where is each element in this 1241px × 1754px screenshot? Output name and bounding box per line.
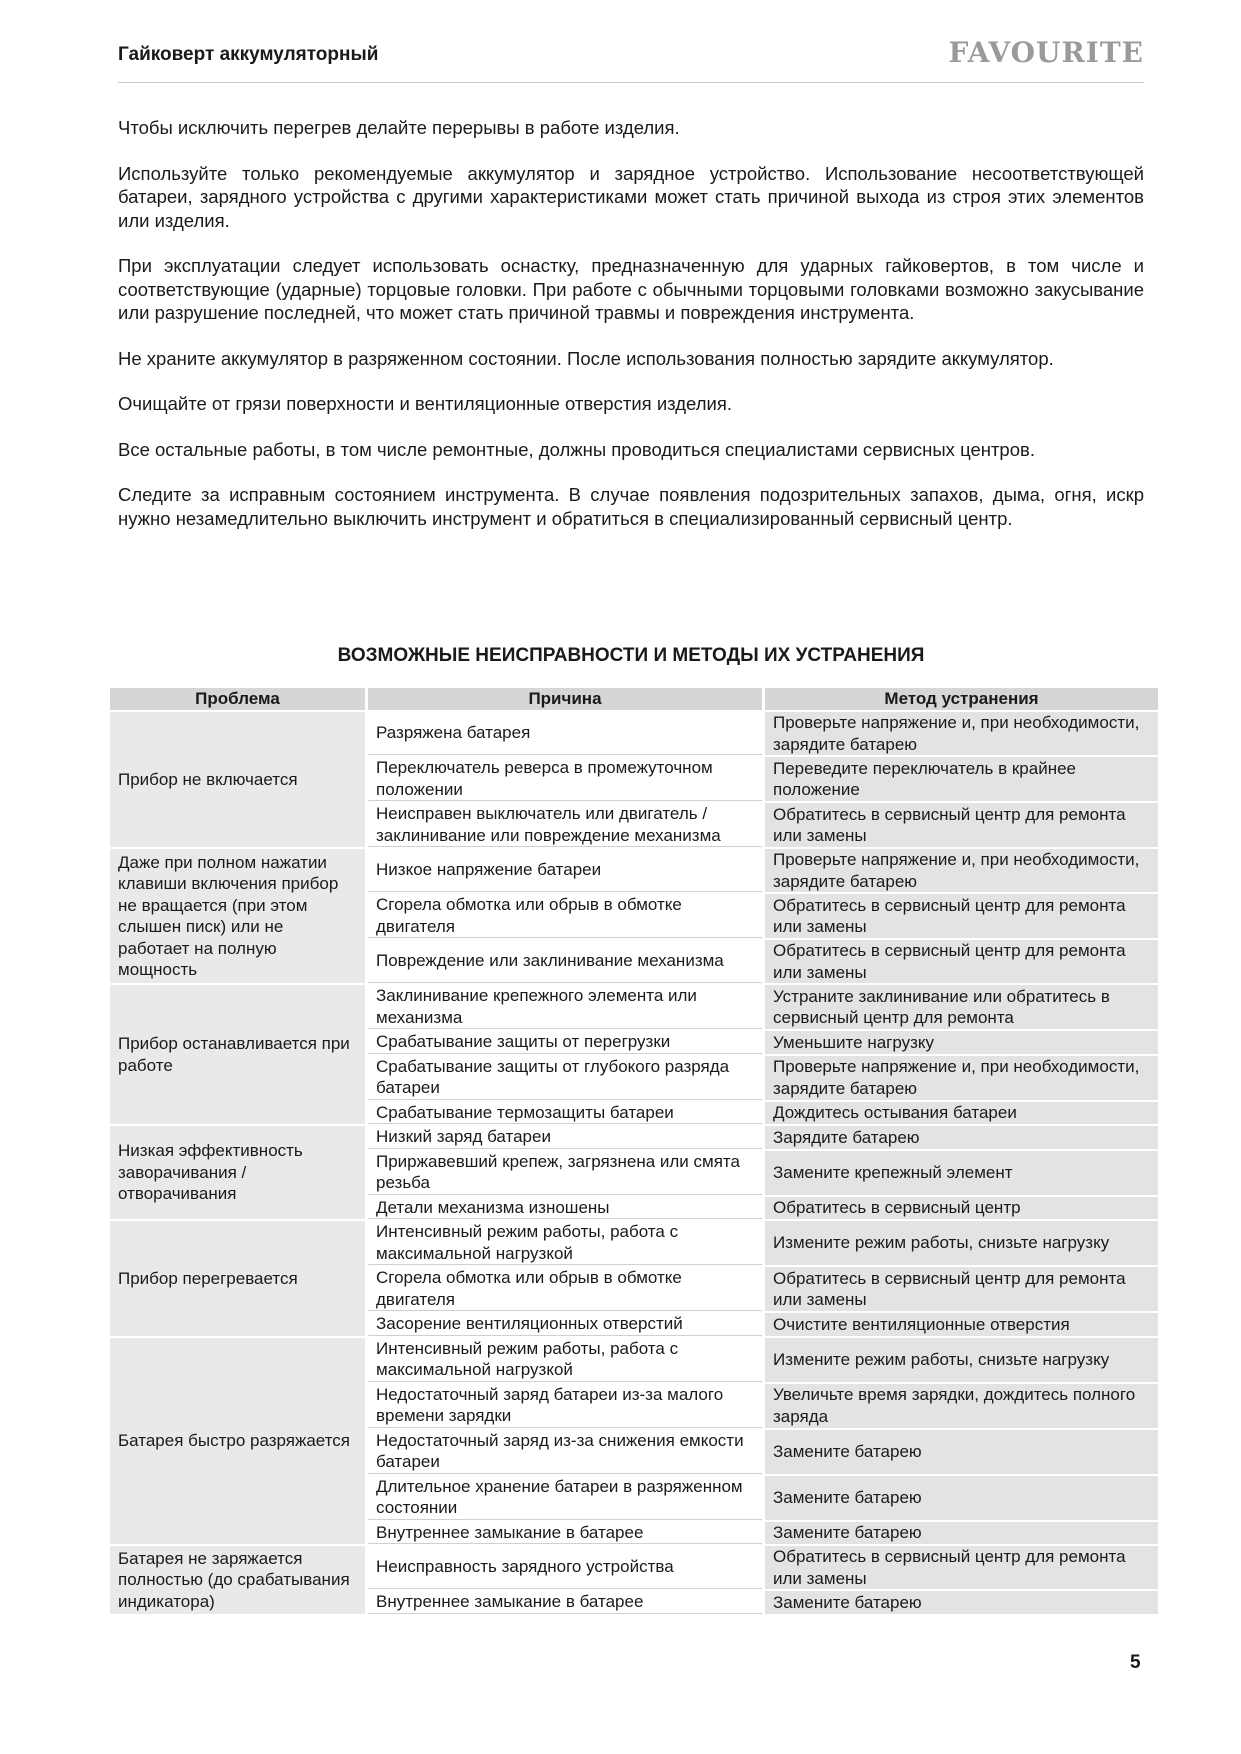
paragraph: Очищайте от грязи поверхности и вентиляционные отверстия изделия. — [118, 393, 732, 414]
fix-cell: Обратитесь в сервисный центр для ремонта или замены — [765, 1267, 1158, 1311]
cause-cell: Срабатывание защиты от перегрузки — [368, 1031, 762, 1054]
cause-cell: Длительное хранение батареи в разряженном состоянии — [368, 1476, 762, 1520]
page-number: 5 — [1130, 1652, 1141, 1673]
cause-cell: Переключатель реверса в промежуточном положении — [368, 757, 762, 801]
fix-cell: Замените крепежный элемент — [765, 1151, 1158, 1195]
cause-cell: Приржавевший крепеж, загрязнена или смята резьба — [368, 1151, 762, 1195]
problem-cell: Батарея быстро разряжается — [110, 1338, 365, 1545]
fix-cell: Дождитесь остывания батареи — [765, 1102, 1158, 1125]
cause-cell: Сгорела обмотка или обрыв в обмотке двигателя — [368, 894, 762, 938]
cause-cell: Засорение вентиляционных отверстий — [368, 1313, 762, 1336]
page-header — [118, 36, 1144, 83]
cause-cell: Низкое напряжение батареи — [368, 849, 762, 892]
column-header-cause: Причина — [368, 688, 762, 710]
fix-cell: Уменьшите нагрузку — [765, 1031, 1158, 1054]
fix-cell: Замените батарею — [765, 1591, 1158, 1614]
fix-cell: Увеличьте время зарядки, дождитесь полного заряда — [765, 1384, 1158, 1428]
cause-cell: Срабатывание термозащиты батареи — [368, 1102, 762, 1125]
problem-cell: Прибор не включается — [110, 712, 365, 847]
cause-cell: Недостаточный заряд батареи из-за малого времени зарядки — [368, 1384, 762, 1428]
fix-cell: Обратитесь в сервисный центр для ремонта или замены — [765, 894, 1158, 938]
fix-cell: Обратитесь в сервисный центр для ремонта или замены — [765, 1546, 1158, 1589]
problem-cell: Низкая эффективность заворачивания / отворачивания — [110, 1126, 365, 1219]
cause-cell: Неисправен выключатель или двигатель / заклинивание или повреждение механизма — [368, 803, 762, 847]
fix-cell: Замените батарею — [765, 1522, 1158, 1545]
cause-cell: Сгорела обмотка или обрыв в обмотке двигателя — [368, 1267, 762, 1311]
table-row — [110, 849, 1158, 892]
fix-cell: Обратитесь в сервисный центр для ремонта или замены — [765, 940, 1158, 983]
cause-cell: Интенсивный режим работы, работа с максимальной нагрузкой — [368, 1221, 762, 1265]
cause-cell: Повреждение или заклинивание механизма — [368, 940, 762, 983]
troubleshooting-table — [107, 686, 1161, 1616]
paragraph: Используйте только рекомендуемые аккумулятор и зарядное устройство. Использование несоответствующей батареи, зарядного устройства с другими характеристиками может стать причиной выхода из строя этих элементов или изделия. — [118, 162, 1144, 231]
body-text — [118, 116, 1144, 552]
fix-cell: Измените режим работы, снизьте нагрузку — [765, 1338, 1158, 1382]
column-header-fix: Метод устранения — [765, 688, 1158, 710]
fix-cell: Обратитесь в сервисный центр — [765, 1197, 1158, 1220]
table-row — [110, 712, 1158, 755]
column-header-problem: Проблема — [110, 688, 365, 710]
fix-cell: Проверьте напряжение и, при необходимости, зарядите батарею — [765, 1056, 1158, 1100]
fix-cell: Замените батарею — [765, 1430, 1158, 1474]
table-row — [110, 1546, 1158, 1589]
paragraph: Чтобы исключить перегрев делайте перерывы в работе изделия. — [118, 117, 680, 138]
cause-cell: Внутреннее замыкание в батарее — [368, 1591, 762, 1614]
table-body — [110, 712, 1158, 1614]
document-title: Гайковерт аккумуляторный — [118, 44, 379, 65]
fix-cell: Очистите вентиляционные отверстия — [765, 1313, 1158, 1336]
brand-logo: FAVOURITE — [948, 36, 1144, 69]
table-header-row — [110, 688, 1158, 710]
fix-cell: Зарядите батарею — [765, 1126, 1158, 1149]
fix-cell: Обратитесь в сервисный центр для ремонта или замены — [765, 803, 1158, 847]
fix-cell: Проверьте напряжение и, при необходимости, зарядите батарею — [765, 849, 1158, 892]
cause-cell: Интенсивный режим работы, работа с максимальной нагрузкой — [368, 1338, 762, 1382]
fix-cell: Устраните заклинивание или обратитесь в сервисный центр для ремонта — [765, 985, 1158, 1029]
cause-cell: Детали механизма изношены — [368, 1197, 762, 1220]
table-row — [110, 1338, 1158, 1382]
cause-cell: Недостаточный заряд из-за снижения емкости батареи — [368, 1430, 762, 1474]
table-row — [110, 1221, 1158, 1265]
section-title: ВОЗМОЖНЫЕ НЕИСПРАВНОСТИ И МЕТОДЫ ИХ УСТРАНЕНИЯ — [337, 645, 925, 666]
table-row — [110, 985, 1158, 1029]
fix-cell: Замените батарею — [765, 1476, 1158, 1520]
problem-cell: Даже при полном нажатии клавиши включения прибор не вращается (при этом слышен писк) или не работает на полную мощность — [110, 849, 365, 983]
cause-cell: Разряжена батарея — [368, 712, 762, 755]
fix-cell: Переведите переключатель в крайнее положение — [765, 757, 1158, 801]
paragraph: Не храните аккумулятор в разряженном состоянии. После использования полностью зарядите аккумулятор. — [118, 347, 1054, 369]
fix-cell: Измените режим работы, снизьте нагрузку — [765, 1221, 1158, 1265]
cause-cell: Заклинивание крепежного элемента или механизма — [368, 985, 762, 1029]
problem-cell: Прибор перегревается — [110, 1221, 365, 1336]
paragraph: Следите за исправным состоянием инструмента. В случае появления подозрительных запахов, дыма, огня, искр нужно незамедлительно выключить инструмент и обратиться в специализированный сервисный центр. — [118, 484, 1144, 529]
paragraph: Все остальные работы, в том числе ремонтные, должны проводиться специалистами сервисных центров. — [118, 438, 1035, 460]
problem-cell: Батарея не заряжается полностью (до срабатывания индикатора) — [110, 1546, 365, 1614]
cause-cell: Внутреннее замыкание в батарее — [368, 1522, 762, 1545]
problem-cell: Прибор останавливается при работе — [110, 985, 365, 1124]
table-row — [110, 1126, 1158, 1149]
fix-cell: Проверьте напряжение и, при необходимости, зарядите батарею — [765, 712, 1158, 755]
cause-cell: Низкий заряд батареи — [368, 1126, 762, 1149]
cause-cell: Неисправность зарядного устройства — [368, 1546, 762, 1589]
cause-cell: Срабатывание защиты от глубокого разряда батареи — [368, 1056, 762, 1100]
paragraph: При эксплуатации следует использовать оснастку, предназначенную для ударных гайковертов, в том числе и соответствующие (ударные) торцовые головки. При работе с обычными торцовыми головками возможно закусывание или разрушение последней, что может стать причиной травмы и повреждения инструмента. — [118, 255, 1144, 323]
